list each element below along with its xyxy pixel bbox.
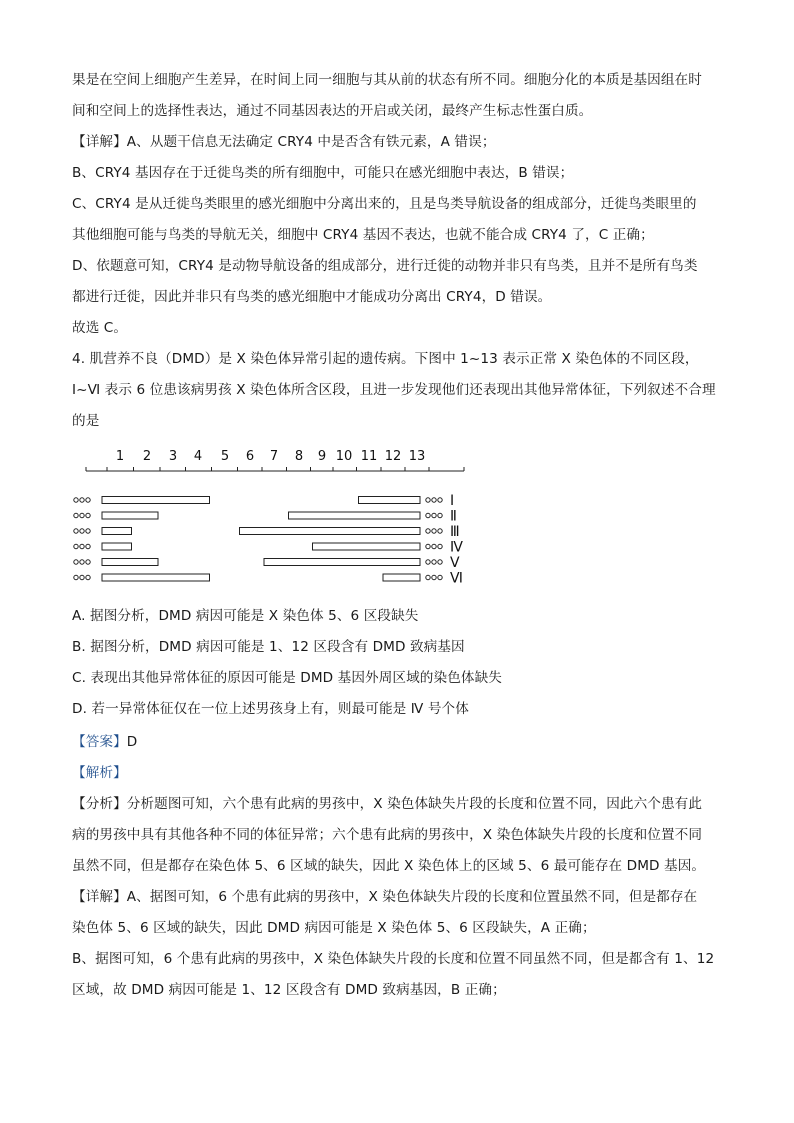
retained-segment-bar xyxy=(359,497,421,504)
terminal-dot xyxy=(74,529,78,533)
terminal-dot xyxy=(426,560,430,564)
terminal-dot xyxy=(86,529,90,533)
terminal-dot xyxy=(432,498,436,502)
segment-label: 7 xyxy=(269,449,279,464)
terminal-dot xyxy=(80,513,84,517)
row-label: Ⅲ xyxy=(450,524,460,540)
text-line: 其他细胞可能与鸟类的导航无关，细胞中 CRY4 基因不表达，也就不能合成 CRY4 了，C 正确； xyxy=(72,227,654,243)
retained-segment-bar xyxy=(313,543,421,550)
chromosome-diagram xyxy=(72,438,472,588)
text-line: 【详解】A、从题干信息无法确定 CRY4 中是否含有铁元素，A 错误； xyxy=(72,134,496,150)
terminal-dot xyxy=(80,544,84,548)
answer-line xyxy=(72,732,732,752)
terminal-dot xyxy=(432,513,436,517)
terminal-dot xyxy=(438,575,442,579)
text-line: 果是在空间上细胞产生差异，在时间上同一细胞与其从前的状态有所不同。细胞分化的本质是基因组在时 xyxy=(72,72,702,88)
text-line: 染色体 5、6 区域的缺失，因此 DMD 病因可能是 X 染色体 5、6 区段缺失，A 正确； xyxy=(72,920,596,936)
text-line: 故选 C。 xyxy=(72,320,128,336)
option-c: C. 表现出其他异常体征的原因可能是 DMD 基因外周区域的染色体缺失 xyxy=(72,670,502,686)
row-label: Ⅳ xyxy=(450,539,463,556)
analysis-heading xyxy=(72,763,732,783)
terminal-dot xyxy=(426,513,430,517)
segment-label: 6 xyxy=(245,449,255,464)
retained-segment-bar xyxy=(102,497,210,504)
option-a: A. 据图分析，DMD 病因可能是 X 染色体 5、6 区段缺失 xyxy=(72,608,419,624)
segment-label: 3 xyxy=(168,449,178,464)
segment-label: 9 xyxy=(317,449,327,464)
text-line: 【分析】分析题图可知，六个患有此病的男孩中，X 染色体缺失片段的长度和位置不同，因此六个患有此 xyxy=(72,796,703,812)
terminal-dot xyxy=(80,575,84,579)
question-stem: 的是 xyxy=(72,413,100,429)
row-label: Ⅴ xyxy=(450,555,460,571)
retained-segment-bar xyxy=(289,512,421,519)
text-line: D、依题意可知，CRY4 是动物导航设备的组成部分，进行迁徙的动物并非只有鸟类，且并不是所有鸟类 xyxy=(72,258,698,274)
terminal-dot xyxy=(86,544,90,548)
terminal-dot xyxy=(426,544,430,548)
terminal-dot xyxy=(74,544,78,548)
row-label: Ⅵ xyxy=(450,570,463,587)
terminal-dot xyxy=(74,513,78,517)
terminal-dot xyxy=(86,498,90,502)
terminal-dot xyxy=(80,560,84,564)
segment-label: 8 xyxy=(294,449,304,464)
text-line: B、CRY4 基因存在于迁徙鸟类的所有细胞中，可能只在感光细胞中表达，B 错误； xyxy=(72,165,574,181)
segment-label: 12 xyxy=(384,449,402,464)
terminal-dot xyxy=(426,529,430,533)
segment-label: 5 xyxy=(220,449,230,464)
text-line: 病的男孩中具有其他各种不同的体征异常；六个患有此病的男孩中，X 染色体缺失片段的长度和位置不同 xyxy=(72,827,703,843)
terminal-dot xyxy=(74,575,78,579)
terminal-dot xyxy=(80,498,84,502)
terminal-dot xyxy=(80,529,84,533)
text-line: B、据图可知，6 个患有此病的男孩中，X 染色体缺失片段的长度和位置不同虽然不同，但是都含有 1、12 xyxy=(72,951,715,967)
terminal-dot xyxy=(432,544,436,548)
terminal-dot xyxy=(86,513,90,517)
answer-value: D xyxy=(126,734,138,750)
row-label: Ⅱ xyxy=(450,508,457,525)
terminal-dot xyxy=(432,575,436,579)
option-d: D. 若一异常体征仅在一位上述男孩身上有，则最可能是 Ⅳ 号个体 xyxy=(72,701,469,717)
terminal-dot xyxy=(432,560,436,564)
analysis-tag: 【解析】 xyxy=(72,765,127,781)
terminal-dot xyxy=(86,560,90,564)
segment-label: 1 xyxy=(115,449,125,464)
retained-segment-bar xyxy=(102,543,132,550)
segment-label: 4 xyxy=(193,449,203,464)
segment-label: 2 xyxy=(142,449,152,464)
retained-segment-bar xyxy=(102,528,132,535)
text-line: C、CRY4 是从迁徙鸟类眼里的感光细胞中分离出来的，且是鸟类导航设备的组成部分，迁徙鸟类眼里的 xyxy=(72,196,697,212)
retained-segment-bar xyxy=(102,512,158,519)
terminal-dot xyxy=(438,529,442,533)
text-line: 虽然不同，但是都存在染色体 5、6 区域的缺失，因此 X 染色体上的区域 5、6 最可能存在 DMD 基因。 xyxy=(72,858,706,874)
retained-segment-bar xyxy=(264,559,420,566)
terminal-dot xyxy=(74,560,78,564)
question-stem: 4. 肌营养不良（DMD）是 X 染色体异常引起的遗传病。下图中 1~13 表示正常 X 染色体的不同区段， xyxy=(72,351,699,367)
terminal-dot xyxy=(438,560,442,564)
answer-tag: 【答案】 xyxy=(72,734,127,750)
terminal-dot xyxy=(74,498,78,502)
terminal-dot xyxy=(438,498,442,502)
terminal-dot xyxy=(426,498,430,502)
segment-label: 10 xyxy=(335,449,353,464)
text-line: 间和空间上的选择性表达，通过不同基因表达的开启或关闭，最终产生标志性蛋白质。 xyxy=(72,103,593,119)
row-label: Ⅰ xyxy=(450,493,455,509)
retained-segment-bar xyxy=(240,528,421,535)
terminal-dot xyxy=(86,575,90,579)
text-line: 区域，故 DMD 病因可能是 1、12 区段含有 DMD 致病基因，B 正确； xyxy=(72,982,506,998)
segment-label: 13 xyxy=(408,449,426,464)
text-line: 都进行迁徙，因此并非只有鸟类的感光细胞中才能成功分离出 CRY4，D 错误。 xyxy=(72,289,552,305)
terminal-dot xyxy=(438,544,442,548)
chromosome-figure xyxy=(72,438,472,588)
retained-segment-bar xyxy=(102,574,210,581)
retained-segment-bar xyxy=(383,574,420,581)
question-stem: Ⅰ~Ⅵ 表示 6 位患该病男孩 X 染色体所含区段，且进一步发现他们还表现出其他异常体征，下列叙述不合理 xyxy=(72,382,716,398)
terminal-dot xyxy=(432,529,436,533)
option-b: B. 据图分析，DMD 病因可能是 1、12 区段含有 DMD 致病基因 xyxy=(72,639,465,655)
text-line: 【详解】A、据图可知，6 个患有此病的男孩中，X 染色体缺失片段的长度和位置虽然不同，但是都存在 xyxy=(72,889,698,905)
retained-segment-bar xyxy=(102,559,158,566)
terminal-dot xyxy=(438,513,442,517)
segment-label: 11 xyxy=(360,449,378,464)
terminal-dot xyxy=(426,575,430,579)
